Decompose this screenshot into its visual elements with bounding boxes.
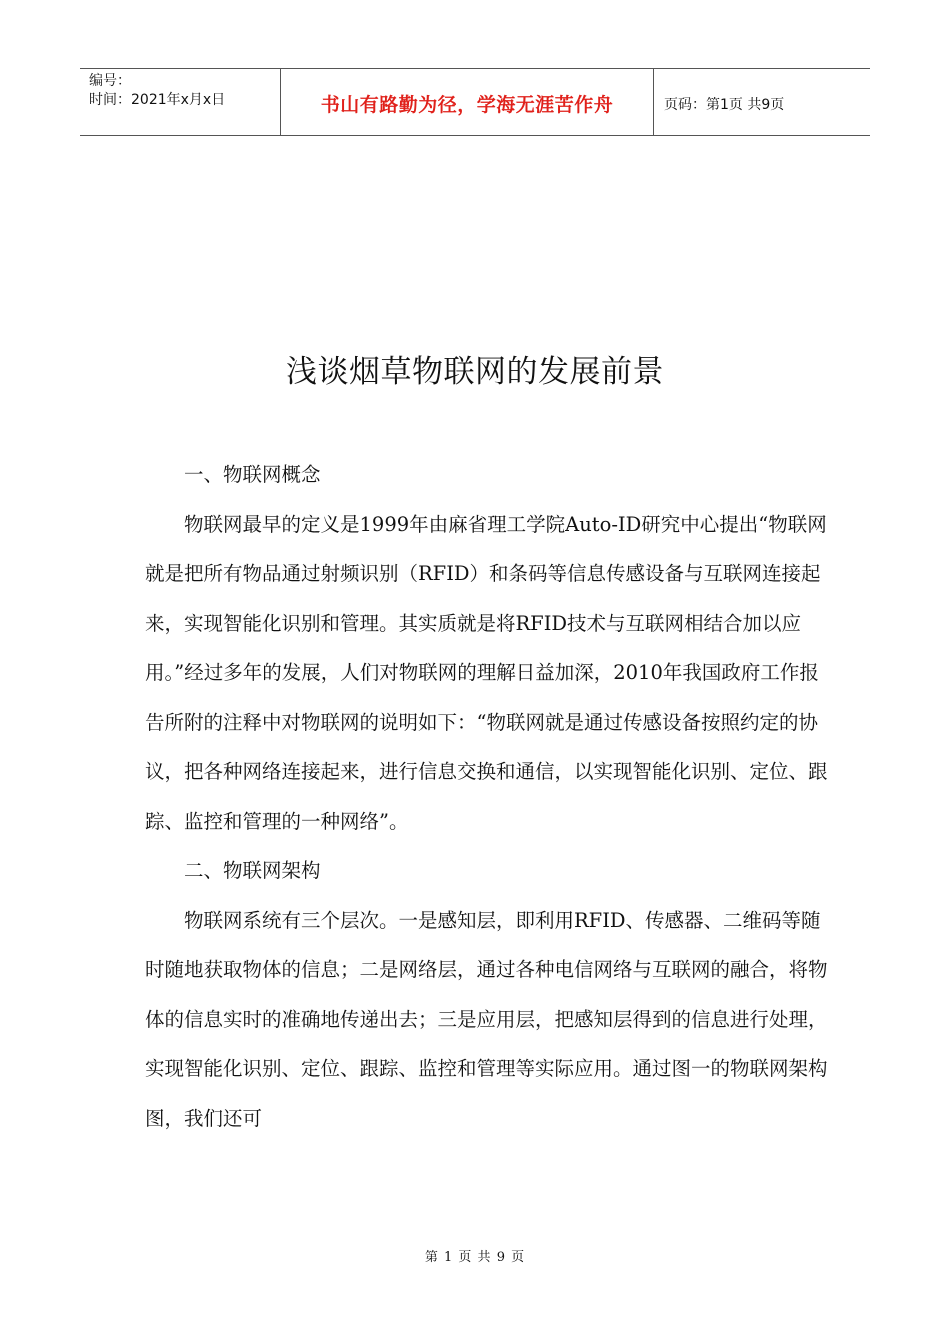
header-meta-cell: [80, 69, 281, 135]
page-footer: 第 1 页 共 9 页: [424, 1250, 526, 1265]
section-heading-architecture: 二、物联网架构: [184, 859, 321, 882]
section-paragraph-concept: 物联网最早的定义是1999年由麻省理工学院Auto-ID研究中心提出“物联网就是把所有物品通过射频识别（RFID）和条码等信息传感设备与互联网连接起来，实现智能化识别和管理。其实质就是将RFID技术与互联网相结合加以应用。”经过多年的发展，人们对物联网的理解日益加深，2010年我国政府工作报告所附的注释中对物联网的说明如下：“物联网就是通过传感设备按照约定的协议，把各种网络连接起来，进行信息交换和通信，以实现智能化识别、定位、跟踪、监控和管理的一种网络”。: [145, 512, 828, 833]
document-title: 浅谈烟草物联网的发展前景: [286, 354, 664, 390]
section-paragraph-architecture: 物联网系统有三个层次。一是感知层，即利用RFID、传感器、二维码等随时随地获取物体的信息；二是网络层，通过各种电信网络与互联网的融合，将物体的信息实时的准确地传递出去；三是应用层，把感知层得到的信息进行处理，实现智能化识别、定位、跟踪、监控和管理等实际应用。通过图一的物联网架构图，我们还可: [145, 908, 828, 1130]
document-body: [145, 450, 830, 1143]
document-number-label: 编号：: [89, 73, 131, 89]
document-date-label: 时间：2021年x月x日: [89, 92, 226, 108]
section-heading-concept: 一、物联网概念: [184, 463, 321, 486]
header-motto: 书山有路勤为径，学海无涯苦作舟: [320, 94, 614, 116]
header-page-cell: [654, 69, 870, 135]
header-motto-cell: [281, 69, 654, 135]
header-page-info: 页码：第1页 共9页: [664, 96, 785, 113]
page-header: [80, 68, 870, 136]
